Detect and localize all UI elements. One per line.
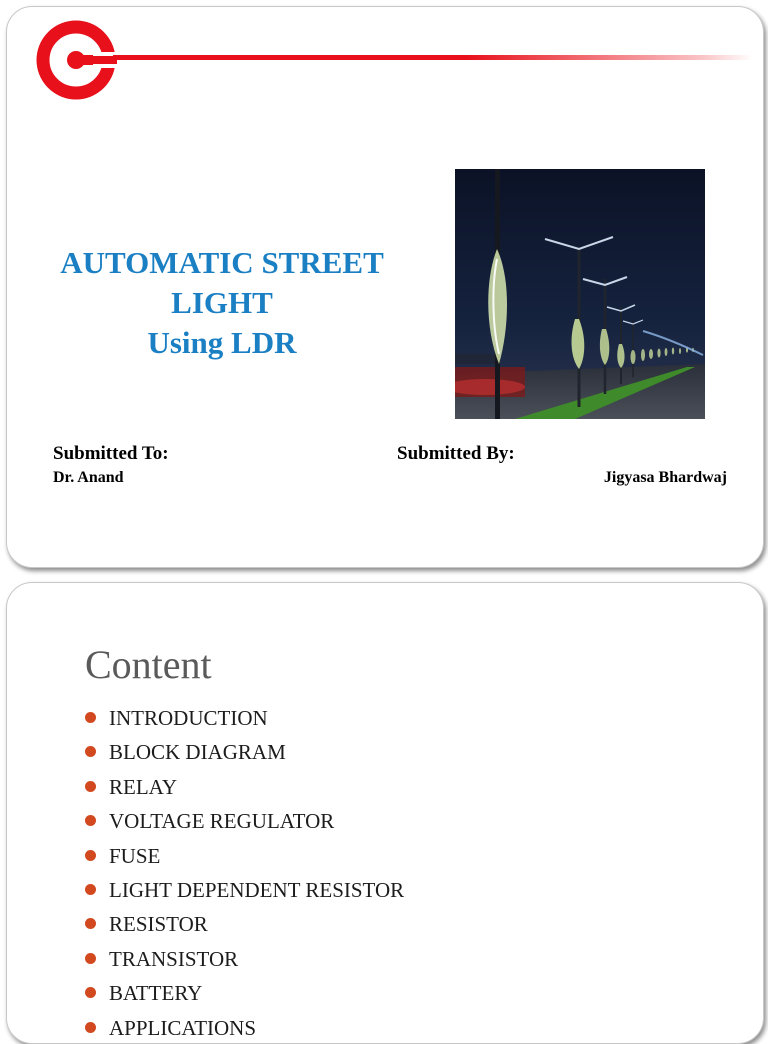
list-item-label: TRANSISTOR bbox=[109, 946, 239, 971]
title-line: LIGHT bbox=[171, 285, 273, 320]
title-slide bbox=[6, 6, 764, 568]
bullet-icon bbox=[85, 1022, 96, 1033]
bullet-icon bbox=[85, 987, 96, 998]
title-line: Using LDR bbox=[147, 325, 297, 360]
bullet-icon bbox=[85, 884, 96, 895]
bullet-icon bbox=[85, 850, 96, 861]
logo-line bbox=[113, 55, 753, 60]
company-logo-icon bbox=[35, 19, 117, 101]
submitted-by-name: Jigyasa Bhardwaj bbox=[603, 469, 727, 486]
list-item bbox=[85, 701, 404, 735]
list-item-label: VOLTAGE REGULATOR bbox=[109, 809, 335, 834]
bullet-icon bbox=[85, 953, 96, 964]
bullet-icon bbox=[85, 712, 96, 723]
list-item bbox=[85, 942, 404, 976]
list-item bbox=[85, 907, 404, 941]
list-item-label: INTRODUCTION bbox=[109, 706, 268, 730]
content-heading: Content bbox=[85, 642, 212, 687]
list-item-label: APPLICATIONS bbox=[109, 1015, 257, 1040]
list-item-label: FUSE bbox=[109, 843, 161, 868]
content-slide bbox=[6, 582, 764, 1044]
list-item bbox=[85, 873, 404, 907]
list-item bbox=[85, 804, 404, 838]
submitted-by-label: Submitted By: bbox=[397, 443, 515, 464]
bullet-icon bbox=[85, 781, 96, 792]
title-line: AUTOMATIC STREET bbox=[60, 245, 384, 280]
list-item bbox=[85, 839, 404, 873]
list-item bbox=[85, 735, 404, 769]
submitted-to-label: Submitted To: bbox=[53, 443, 169, 464]
slide-title bbox=[37, 243, 407, 363]
street-lights-photo bbox=[455, 169, 705, 419]
list-item bbox=[85, 976, 404, 1010]
list-item-label: RELAY bbox=[109, 774, 178, 799]
content-list bbox=[85, 701, 404, 1044]
list-item-label: BATTERY bbox=[109, 981, 203, 1006]
list-item-label: RESISTOR bbox=[109, 912, 208, 937]
list-item-label: LIGHT DEPENDENT RESISTOR bbox=[109, 877, 405, 902]
list-item bbox=[85, 770, 404, 804]
list-item bbox=[85, 1011, 404, 1044]
bullet-icon bbox=[85, 815, 96, 826]
bullet-icon bbox=[85, 746, 96, 757]
list-item-label: BLOCK DIAGRAM bbox=[109, 740, 286, 765]
bullet-icon bbox=[85, 918, 96, 929]
submitted-to-name: Dr. Anand bbox=[53, 469, 124, 486]
